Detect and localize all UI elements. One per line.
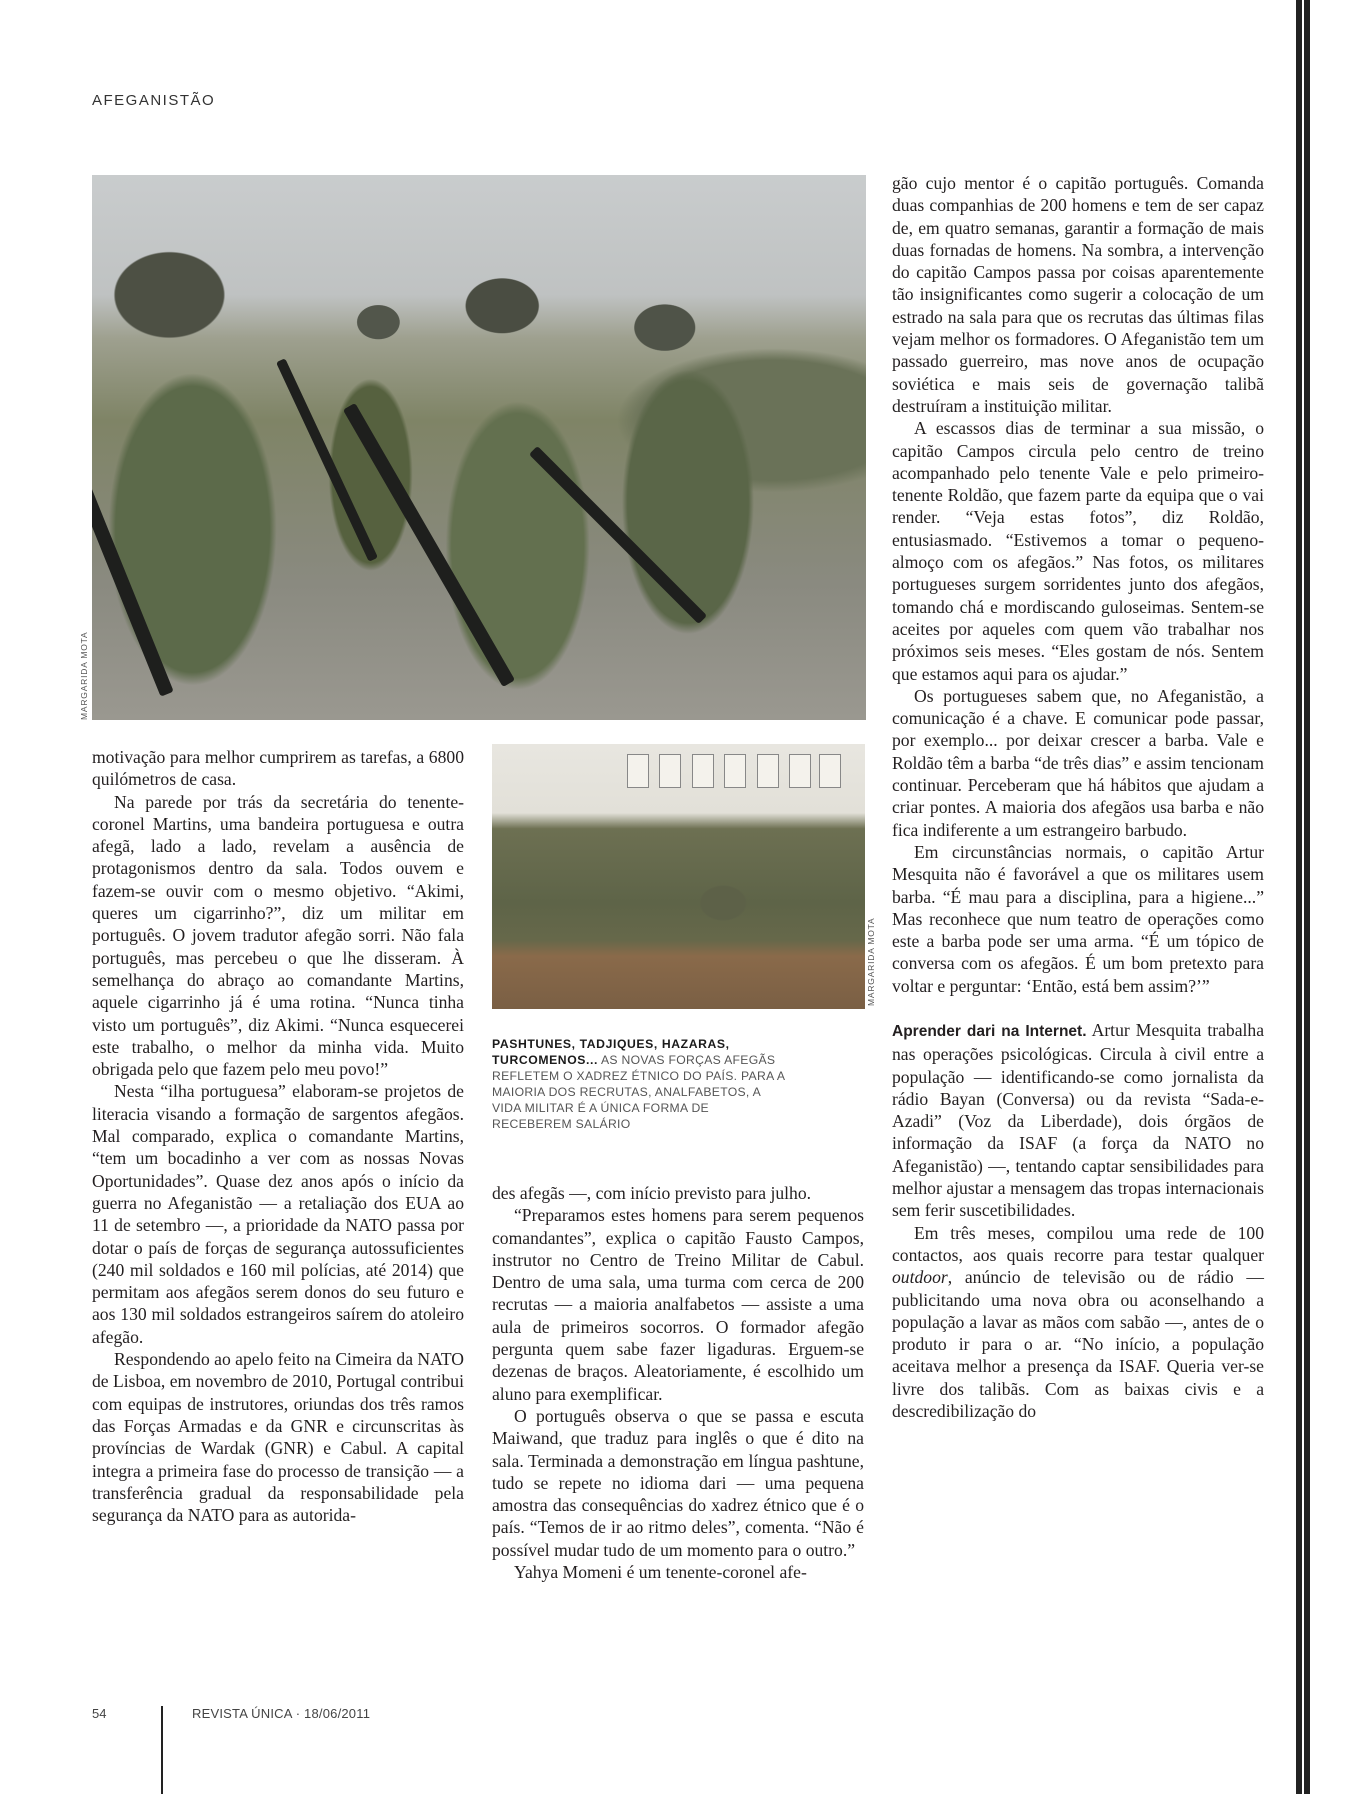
photo-caption bbox=[492, 1036, 792, 1132]
paragraph: Respondendo ao apelo feito na Cimeira da NATO de Lisboa, em novembro de 2010, Portugal contribui com equipas de instrutores, oriundas dos três ramos das Forças Armadas e da GNR e circunscritas às províncias de Wardak (GNR) e Cabul. A capital integra a primeira fase do processo de transição — a transferência gradual da responsabilidade pela segurança da NATO para as autorida- bbox=[92, 1349, 464, 1526]
paragraph bbox=[892, 1222, 1264, 1423]
wall-poster bbox=[724, 754, 746, 788]
article-column-right bbox=[892, 172, 1264, 1422]
paragraph: Os portugueses sabem que, no Afeganistão, a comunicação é a chave. E comunicar pode passar, por exemplo... por deixar crescer a barba. Vale e Roldão têm a barba “de três dias” e assim tencionam continuar. Perceberam que há hábitos que ajudam a criar pontes. A maioria dos afegãos usa barba e não fica indiferente a um estrangeiro barbudo. bbox=[892, 685, 1264, 840]
paragraph: Yahya Momeni é um tenente-coronel afe- bbox=[514, 1562, 807, 1583]
paragraph-text: Em três meses, compilou uma rede de 100 contactos, aos quais recorre para testar qualquer bbox=[892, 1222, 1264, 1265]
section-label: AFEGANISTÃO bbox=[92, 92, 216, 109]
paragraph: “Preparamos estes homens para serem pequenos comandantes”, explica o capitão Fausto Campos, instrutor no Centro de Treino Militar de Cabul. Dentro de uma sala, uma turma com cerca de 200 recrutas — a maioria analfabetos — assiste a uma aula de primeiros socorros. O formador afegão pergunta quem sabe fazer ligaduras. Erguem-se dezenas de braços. Aleatoriamente, é escolhido um aluno para exemplificar. bbox=[492, 1205, 864, 1404]
wall-poster bbox=[627, 754, 649, 788]
paragraph: O português observa o que se passa e escuta Maiwand, que traduz para inglês o que é dito na sala. Terminada a demonstração em língua pashtune, tudo se repete no idioma dari — uma pequena amostra das consequências do xadrez étnico que é o país. “Temos de ir ao ritmo deles”, comenta. “Não é possível mudar tudo de um momento para o outro.” bbox=[492, 1405, 864, 1560]
rifle-shape bbox=[529, 446, 707, 624]
paragraph: gão cujo mentor é o capitão português. Comanda duas companhias de 200 homens e tem de ser capaz de, em quatro semanas, garantir a formação de mais duas fornadas de homens. Na sombra, a intervenção do capitão Campos passa por coisas aparentemente tão insignificantes como sugerir a colocação de um estrado na sala para que os recrutas das últimas filas vejam melhor os formadores. O Afeganistão tem um passado guerreiro, mas nove anos de ocupação soviética e mais seis de governação talibã destruíram a instituição militar. bbox=[892, 173, 1264, 416]
italic-term: outdoor bbox=[892, 1267, 948, 1288]
caption-text: AS NOVAS FORÇAS AFEGÃS REFLETEM O XADREZ ÉTNICO DO PAÍS. PARA A MAIORIA DOS RECRUTAS, ANALFABETOS, A VIDA MILITAR É A ÚNICA FORMA DE RECEBEREM SALÁRIO bbox=[492, 1053, 785, 1131]
wall-poster bbox=[789, 754, 811, 788]
article-column-middle bbox=[492, 1182, 864, 1583]
wall-poster bbox=[659, 754, 681, 788]
page-edge-bars bbox=[1296, 0, 1310, 1794]
publication-info: REVISTA ÚNICA · 18/06/2011 bbox=[192, 1706, 371, 1721]
rifle-shape bbox=[276, 358, 378, 562]
paragraph: Na parede por trás da secretária do tenente-coronel Martins, uma bandeira portuguesa e outra afegã, lado a lado, revelam a ausência de protagonismos dentro da sala. Todos ouvem e fazem-se ouvir com o mesmo objetivo. “Akimi, queres um cigarrinho?”, diz um militar em português. O jovem tradutor afegão sorri. Não fala português, mas percebeu o que lhe disseram. À semelhança do abraço ao comandante Martins, aquele cigarrinho já é uma rotina. “Nunca tinha visto um português”, diz Akimi. “Nunca esquecerei este trabalho, o melhor da minha vida. Muito obrigada pelo que fazem pelo meu povo!” bbox=[92, 791, 464, 1080]
wall-poster bbox=[757, 754, 779, 788]
footer-divider bbox=[161, 1706, 163, 1794]
paragraph: A escassos dias de terminar a sua missão, o capitão Campos circula pelo centro de treino acompanhado pelo tenente Vale e pelo primeiro-tenente Roldão, que fazem parte da equipa que o vai render. “Veja estas fotos”, diz Roldão, entusiasmado. “Estivemos a tomar o pequeno-almoço com os afegãos.” Nas fotos, os militares portugueses surgem sorridentes junto dos afegãos, tomando chá e mordiscando guloseimas. Sentem-se aceites por aqueles com quem vão trabalhar nos próximos seis meses. “Eles gostam de nós. Sentem que estamos aqui para os ajudar.” bbox=[892, 418, 1264, 684]
photo-soldiers-marching bbox=[92, 175, 866, 720]
caption-lead: PASHTUNES, TADJIQUES, HAZARAS, TURCOMENOS... bbox=[492, 1037, 730, 1067]
subheading: Aprender dari na Internet. bbox=[892, 1022, 1087, 1040]
article-column-left bbox=[92, 746, 464, 1526]
photo-classroom-recruits bbox=[492, 744, 865, 1009]
rifle-shape bbox=[92, 413, 174, 696]
paragraph-text: , anúncio de televisão ou de rádio — publicitando uma nova obra ou aconselhando a população a lavar as mãos com sabão —, antes de o produto ir para o ar. “No início, a população aceitava melhor a presença da ISAF. Queria ver-se livre dos talibãs. Com as baixas civis e a descredibilização do bbox=[892, 1267, 1264, 1422]
paragraph: des afegãs —, com início previsto para julho. bbox=[492, 1183, 812, 1203]
photo-credit: MARGARIDA MOTA bbox=[79, 631, 89, 720]
section-spacer bbox=[892, 997, 1264, 1019]
page-number: 54 bbox=[92, 1706, 107, 1721]
paragraph: motivação para melhor cumprirem as tarefas, a 6800 quilómetros de casa. bbox=[92, 747, 464, 790]
paragraph: Nesta “ilha portuguesa” elaboram-se projetos de literacia visando a formação de sargentos afegãos. Mal comparado, explica o comandante Martins, “tem um bocadinho a ver com as nossas Novas Oportunidades”. Quase dez anos após o início da guerra no Afeganistão — a retaliação dos EUA ao 11 de setembro —, a prioridade da NATO passa por dotar o país de forças de segurança autossuficientes (240 mil soldados e 160 mil polícias, até 2014) que permitam aos afegãos serem donos do seu futuro e aos 130 mil soldados estrangeiros saírem do atoleiro afegão. bbox=[92, 1081, 464, 1347]
paragraph: Em circunstâncias normais, o capitão Artur Mesquita não é favorável a que os militares usem barba. “É mau para a disciplina, para a higiene...” Mas reconhece que num teatro de operações como este a barba pode ser uma arma. “É um tópico de conversa com os afegãos. É um bom pretexto para voltar e perguntar: ‘Então, está bem assim?’” bbox=[892, 841, 1264, 996]
wall-poster bbox=[819, 754, 841, 788]
wall-poster bbox=[692, 754, 714, 788]
paragraph-text: Artur Mesquita trabalha nas operações psicológicas. Circula à civil entre a população — identificando-se como jornalista da rádio Bayan (Conversa) ou da revista “Sada-e-Azadi” (Voz da Liberdade), dois órgãos de informação da ISAF (a força da NATO no Afeganistão) —, tentando captar sensibilidades para melhor ajustar a mensagem das tropas internacionais sem ferir suscetibilidades. bbox=[892, 1019, 1265, 1221]
photo-credit: MARGARIDA MOTA bbox=[866, 917, 876, 1006]
paragraph-with-subhead bbox=[892, 1019, 1264, 1222]
